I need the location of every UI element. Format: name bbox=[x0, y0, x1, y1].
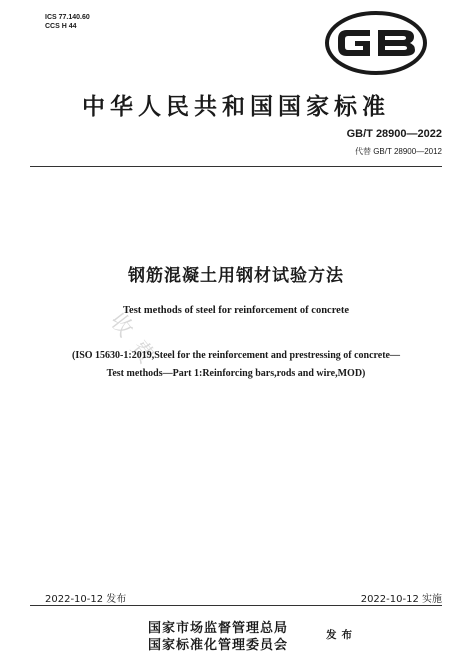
footer-divider bbox=[30, 605, 442, 606]
title-chinese: 钢筋混凝土用钢材试验方法 bbox=[128, 266, 344, 286]
ccs-code: CCS H 44 bbox=[45, 23, 77, 30]
national-standard-heading: 中华人民共和国国家标准 bbox=[82, 94, 390, 120]
issuer-sac: 国家标准化管理委员会 bbox=[148, 638, 289, 653]
publish-label: 发布 bbox=[326, 629, 357, 641]
ics-code: ICS 77.140.60 bbox=[45, 14, 90, 21]
watermark: 收费 bbox=[104, 309, 166, 379]
issuer-samr: 国家市场监督管理总局 bbox=[148, 621, 289, 636]
classification-codes bbox=[45, 13, 90, 31]
gb-logo bbox=[324, 10, 428, 76]
title-english: Test methods of steel for reinforcement of concrete bbox=[123, 305, 349, 316]
standard-number: GB/T 28900—2022 bbox=[346, 128, 442, 140]
issue-date: 2022-10-12 发布 bbox=[45, 594, 127, 605]
replaces-standard: 代替 GB/T 28900—2012 bbox=[354, 147, 442, 156]
implementation-date: 2022-10-12 实施 bbox=[360, 594, 442, 605]
header-divider bbox=[30, 166, 442, 167]
iso-reference-line-2: Test methods—Part 1:Reinforcing bars,rods and wire,MOD) bbox=[106, 368, 366, 379]
iso-reference-line-1: (ISO 15630-1:2019,Steel for the reinforcement and prestressing of concrete— bbox=[71, 350, 400, 361]
